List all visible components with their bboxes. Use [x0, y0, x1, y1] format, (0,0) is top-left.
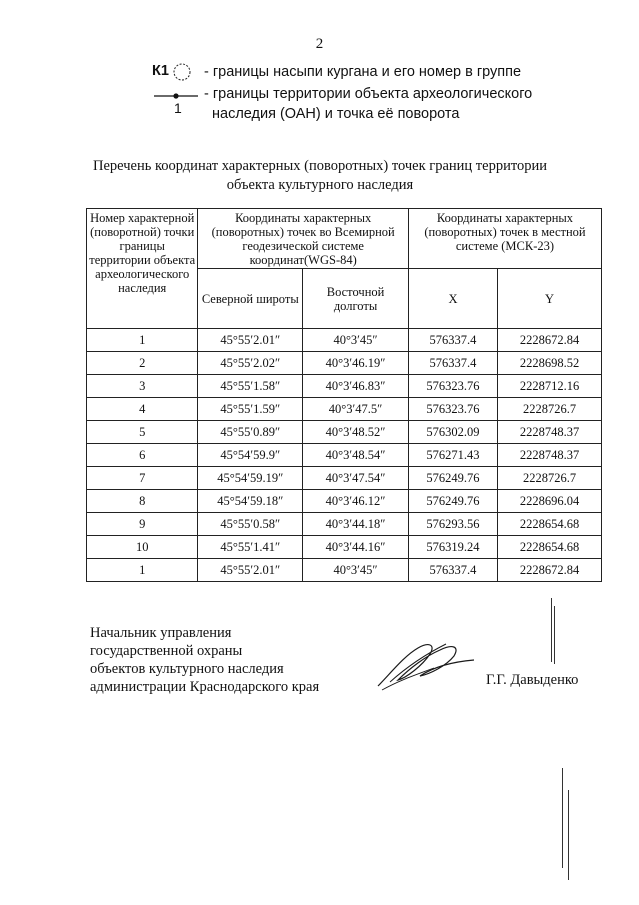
x-cell: 576302.09	[408, 421, 497, 444]
table-row	[87, 467, 602, 490]
scan-artifact-line	[554, 606, 555, 664]
handwritten-signature-icon	[370, 634, 480, 694]
table-row	[87, 536, 602, 559]
latitude-cell: 45°55′0.89″	[198, 421, 303, 444]
point-number-cell: 5	[87, 421, 198, 444]
point-number-cell: 1	[87, 329, 198, 352]
y-cell: 2228726.7	[498, 467, 602, 490]
coordinates-table	[86, 208, 602, 582]
point-number-cell: 2	[87, 352, 198, 375]
x-cell: 576337.4	[408, 329, 497, 352]
signer-position-line-4: администрации Краснодарского края	[90, 679, 320, 695]
x-cell: 576271.43	[408, 444, 497, 467]
y-cell: 2228672.84	[498, 329, 602, 352]
header-point-number: Номер характерной (поворотной) точки границы территории объекта археологического наследия	[87, 209, 198, 329]
longitude-cell: 40°3′44.16″	[303, 536, 409, 559]
table-row	[87, 513, 602, 536]
y-cell: 2228712.16	[498, 375, 602, 398]
latitude-cell: 45°55′2.01″	[198, 559, 303, 582]
page-number: 2	[315, 36, 324, 52]
longitude-cell: 40°3′44.18″	[303, 513, 409, 536]
signature-block	[90, 624, 319, 696]
longitude-cell: 40°3′45″	[303, 559, 409, 582]
boundary-line-symbol	[148, 82, 200, 102]
title-line-1: Перечень координат характерных (поворотных) точек границ территории	[92, 158, 548, 174]
y-cell: 2228654.68	[498, 513, 602, 536]
longitude-cell: 40°3′48.52″	[303, 421, 409, 444]
longitude-cell: 40°3′46.83″	[303, 375, 409, 398]
table-row	[87, 329, 602, 352]
header-longitude: Восточной долготы	[303, 269, 409, 329]
table-row	[87, 352, 602, 375]
latitude-cell: 45°55′0.58″	[198, 513, 303, 536]
point-number-cell: 3	[87, 375, 198, 398]
latitude-cell: 45°54′59.18″	[198, 490, 303, 513]
point-number-cell: 10	[87, 536, 198, 559]
header-latitude: Северной широты	[198, 269, 303, 329]
table-row	[87, 559, 602, 582]
signer-position-line-2: государственной охраны	[90, 643, 243, 659]
y-cell: 2228696.04	[498, 490, 602, 513]
signer-position-line-1: Начальник управления	[90, 625, 232, 641]
mound-label: К1	[152, 63, 169, 79]
longitude-cell: 40°3′45″	[303, 329, 409, 352]
y-cell: 2228672.84	[498, 559, 602, 582]
y-cell: 2228748.37	[498, 421, 602, 444]
y-cell: 2228698.52	[498, 352, 602, 375]
table-row	[87, 444, 602, 467]
boundary-point-line-icon	[148, 82, 204, 102]
table-row	[87, 398, 602, 421]
header-x: X	[408, 269, 497, 329]
x-cell: 576323.76	[408, 375, 497, 398]
x-cell: 576249.76	[408, 490, 497, 513]
table-row	[87, 375, 602, 398]
table-row	[87, 490, 602, 513]
mound-legend-text: - границы насыпи кургана и его номер в группе	[204, 64, 522, 80]
header-y: Y	[498, 269, 602, 329]
point-number-cell: 1	[87, 559, 198, 582]
y-cell: 2228748.37	[498, 444, 602, 467]
boundary-point-number: 1	[174, 100, 182, 116]
x-cell: 576323.76	[408, 398, 497, 421]
latitude-cell: 45°55′1.58″	[198, 375, 303, 398]
latitude-cell: 45°54′59.9″	[198, 444, 303, 467]
x-cell: 576337.4	[408, 559, 497, 582]
scan-artifact-line	[562, 768, 563, 868]
document-title	[80, 157, 560, 195]
signer-name: Г.Г. Давыденко	[486, 672, 579, 688]
mound-symbol	[148, 62, 200, 84]
point-number-cell: 9	[87, 513, 198, 536]
y-cell: 2228654.68	[498, 536, 602, 559]
y-cell: 2228726.7	[498, 398, 602, 421]
latitude-cell: 45°55′1.59″	[198, 398, 303, 421]
title-line-2: объекта культурного наследия	[226, 177, 414, 193]
x-cell: 576319.24	[408, 536, 497, 559]
point-number-cell: 6	[87, 444, 198, 467]
boundary-legend-text-1: - границы территории объекта археологического	[204, 86, 533, 102]
longitude-cell: 40°3′48.54″	[303, 444, 409, 467]
scan-artifact-line	[551, 598, 552, 662]
longitude-cell: 40°3′46.19″	[303, 352, 409, 375]
coordinates-table-body	[87, 329, 602, 582]
table-row	[87, 421, 602, 444]
scan-artifact-line	[568, 790, 569, 880]
x-cell: 576293.56	[408, 513, 497, 536]
longitude-cell: 40°3′47.54″	[303, 467, 409, 490]
longitude-cell: 40°3′47.5″	[303, 398, 409, 421]
header-msk23: Координаты характерных (поворотных) точек в местной системе (МСК-23)	[408, 209, 601, 269]
point-number-cell: 4	[87, 398, 198, 421]
x-cell: 576337.4	[408, 352, 497, 375]
latitude-cell: 45°55′1.41″	[198, 536, 303, 559]
point-number-cell: 8	[87, 490, 198, 513]
point-number-cell: 7	[87, 467, 198, 490]
latitude-cell: 45°54′59.19″	[198, 467, 303, 490]
longitude-cell: 40°3′46.12″	[303, 490, 409, 513]
latitude-cell: 45°55′2.02″	[198, 352, 303, 375]
latitude-cell: 45°55′2.01″	[198, 329, 303, 352]
boundary-legend-text-2: наследия (ОАН) и точка её поворота	[212, 106, 460, 122]
header-wgs84: Координаты характерных (поворотных) точек во Всемирной геодезической системе координат(WGS-84)	[198, 209, 409, 269]
x-cell: 576249.76	[408, 467, 497, 490]
signer-position-line-3: объектов культурного наследия	[90, 661, 284, 677]
mound-circle-icon	[172, 62, 192, 82]
